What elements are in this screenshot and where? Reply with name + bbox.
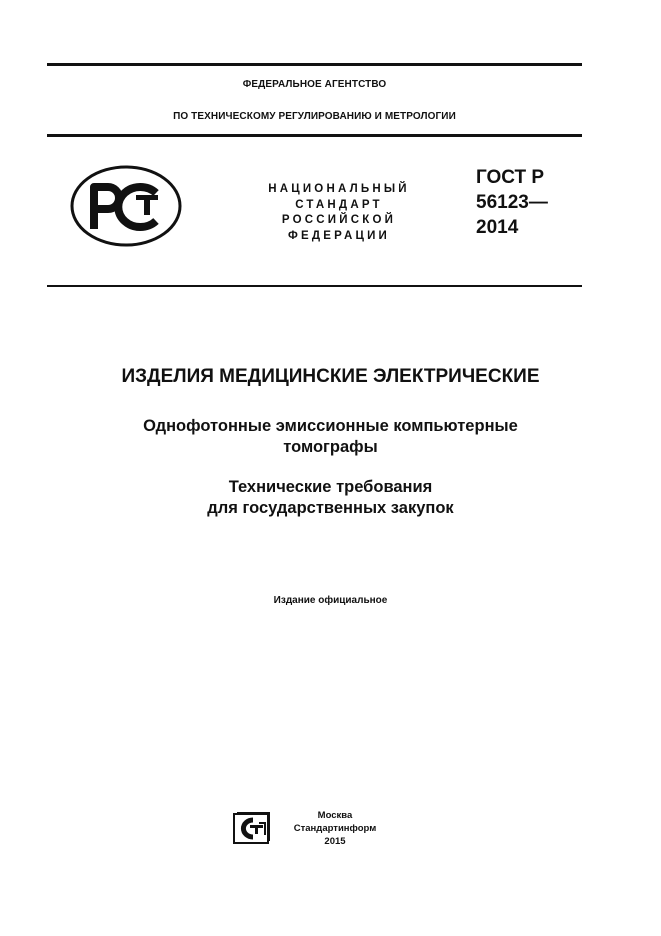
title-divider	[47, 285, 582, 287]
national-standard-line-1: НАЦИОНАЛЬНЫЙ	[268, 183, 410, 195]
subtitle-1-line-2: томографы	[283, 438, 378, 456]
national-standard-line-4: ФЕДЕРАЦИИ	[287, 229, 391, 242]
national-standard-line-3: РОССИЙСКОЙ	[281, 214, 397, 226]
document-subtitle-1	[40, 416, 621, 458]
document-subtitle-2	[40, 477, 621, 519]
designation-line-2: 56123—	[476, 192, 548, 213]
publisher-logo-icon	[233, 811, 271, 845]
document-title: ИЗДЕЛИЯ МЕДИЦИНСКИЕ ЭЛЕКТРИЧЕСКИЕ	[121, 366, 540, 387]
agency-name-line-2: ПО ТЕХНИЧЕСКОМУ РЕГУЛИРОВАНИЮ И МЕТРОЛОГИИ	[173, 111, 456, 122]
edition-label: Издание официальное	[273, 595, 388, 606]
top-divider	[47, 63, 582, 66]
subtitle-2-line-1: Технические требования	[228, 478, 433, 496]
designation-line-3: 2014	[476, 217, 519, 238]
standard-designation	[476, 165, 548, 240]
designation-line-1: ГОСТ Р	[476, 167, 545, 188]
subtitle-1-line-1: Однофотонные эмиссионные компьютерные	[143, 417, 518, 435]
imprint-publisher: Стандартинформ	[293, 823, 377, 834]
subtitle-2-line-2: для государственных закупок	[207, 499, 454, 517]
agency-name-line-1: ФЕДЕРАЛЬНОЕ АГЕНТСТВО	[242, 79, 387, 90]
gost-r-mark-icon	[70, 165, 182, 247]
imprint	[283, 809, 387, 848]
imprint-year: 2015	[324, 836, 346, 847]
national-standard-line-2: СТАНДАРТ	[295, 198, 383, 211]
national-standard-label	[255, 182, 423, 244]
header-divider	[47, 134, 582, 137]
imprint-city: Москва	[317, 810, 353, 821]
